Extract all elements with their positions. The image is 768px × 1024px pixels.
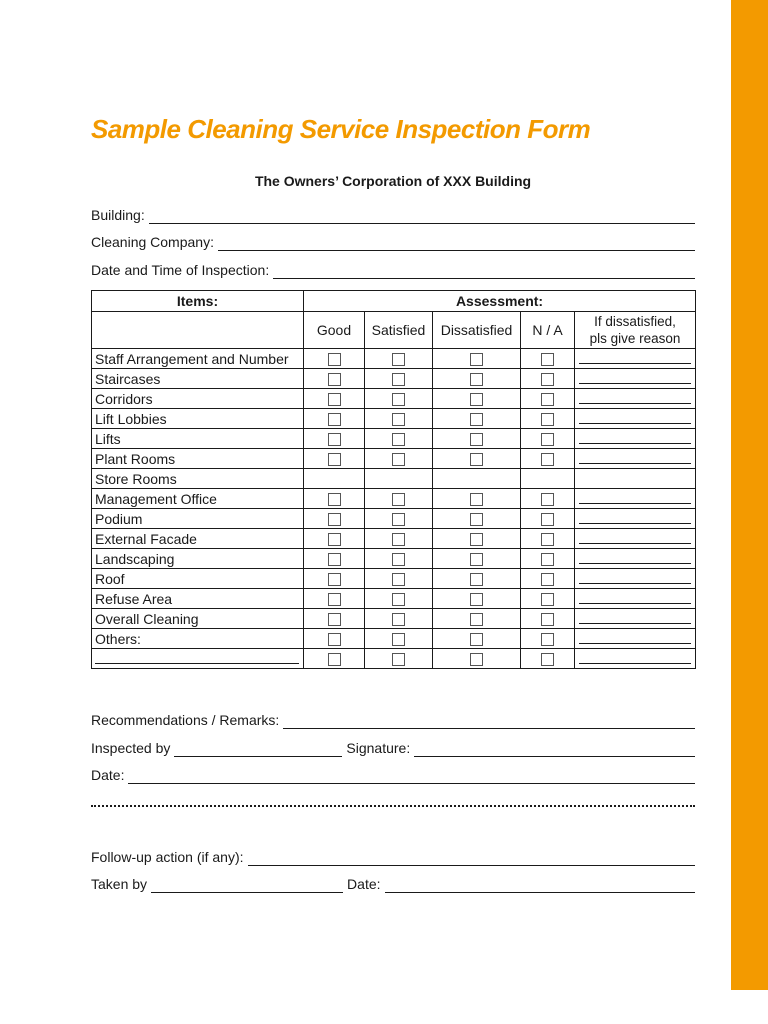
cell-satisfied <box>365 429 433 449</box>
cell-good <box>304 409 365 429</box>
dissatisfied-checkbox[interactable] <box>470 493 483 506</box>
reason-input-line[interactable] <box>579 523 691 524</box>
cell-satisfied <box>365 469 433 489</box>
cell-dissatisfied <box>433 369 521 389</box>
reason-input-line[interactable] <box>579 463 691 464</box>
table-row <box>92 489 696 509</box>
dissatisfied-checkbox[interactable] <box>470 593 483 606</box>
cell-reason <box>575 629 696 649</box>
cell-reason <box>575 429 696 449</box>
satisfied-checkbox[interactable] <box>392 613 405 626</box>
inspection-table <box>91 290 696 669</box>
cell-reason <box>575 409 696 429</box>
reason-input-line[interactable] <box>579 363 691 364</box>
satisfied-checkbox[interactable] <box>392 533 405 546</box>
dissatisfied-checkbox[interactable] <box>470 533 483 546</box>
dissatisfied-checkbox[interactable] <box>470 513 483 526</box>
reason-input-line[interactable] <box>579 503 691 504</box>
table-row <box>92 549 696 569</box>
building-input-line[interactable] <box>149 209 695 224</box>
cell-dissatisfied <box>433 349 521 369</box>
orange-side-bar <box>731 0 768 990</box>
dissatisfied-checkbox[interactable] <box>470 553 483 566</box>
cell-satisfied <box>365 409 433 429</box>
table-row <box>92 349 696 369</box>
cell-satisfied <box>365 569 433 589</box>
items-header: Items: <box>92 291 304 312</box>
cell-good <box>304 649 365 669</box>
satisfied-checkbox[interactable] <box>392 573 405 586</box>
taken-by-field-row <box>91 873 695 893</box>
cell-satisfied <box>365 349 433 369</box>
taken-by-label: Taken by <box>91 876 148 892</box>
item-label: External Facade <box>92 529 304 549</box>
reason-input-line[interactable] <box>579 443 691 444</box>
table-row <box>92 529 696 549</box>
cell-dissatisfied <box>433 409 521 429</box>
dissatisfied-checkbox[interactable] <box>470 373 483 386</box>
table-row <box>92 469 696 489</box>
cleaning-company-input-line[interactable] <box>218 236 695 251</box>
cell-dissatisfied <box>433 629 521 649</box>
date-time-input-line[interactable] <box>273 264 695 279</box>
reason-input-line[interactable] <box>579 623 691 624</box>
table-row <box>92 429 696 449</box>
good-checkbox[interactable] <box>328 373 341 386</box>
cell-satisfied <box>365 589 433 609</box>
taken-by-input-line[interactable] <box>151 878 343 893</box>
col-na: N / A <box>521 312 575 349</box>
satisfied-checkbox[interactable] <box>392 393 405 406</box>
item-label: Landscaping <box>92 549 304 569</box>
dissatisfied-checkbox[interactable] <box>470 573 483 586</box>
follow-up-label: Follow-up action (if any): <box>91 849 244 865</box>
cell-dissatisfied <box>433 489 521 509</box>
items-subheader-empty <box>92 312 304 349</box>
cell-reason <box>575 509 696 529</box>
satisfied-checkbox[interactable] <box>392 493 405 506</box>
cell-satisfied <box>365 529 433 549</box>
remarks-field-row <box>91 709 695 729</box>
reason-input-line[interactable] <box>579 543 691 544</box>
item-label: Corridors <box>92 389 304 409</box>
col-reason-line2: pls give reason <box>589 331 681 346</box>
cell-good <box>304 529 365 549</box>
good-checkbox[interactable] <box>328 593 341 606</box>
satisfied-checkbox[interactable] <box>392 593 405 606</box>
cell-reason <box>575 609 696 629</box>
cell-good <box>304 489 365 509</box>
satisfied-checkbox[interactable] <box>392 553 405 566</box>
cell-na <box>521 529 575 549</box>
table-subheader-row <box>92 312 696 349</box>
good-checkbox[interactable] <box>328 653 341 666</box>
item-label: Others: <box>92 629 304 649</box>
good-checkbox[interactable] <box>328 613 341 626</box>
reason-input-line[interactable] <box>579 563 691 564</box>
inspected-by-label: Inspected by <box>91 740 171 756</box>
reason-input-line[interactable] <box>579 603 691 604</box>
cell-dissatisfied <box>433 549 521 569</box>
cell-na <box>521 469 575 489</box>
building-label: Building: <box>91 207 145 223</box>
satisfied-checkbox[interactable] <box>392 413 405 426</box>
cell-good <box>304 549 365 569</box>
reason-input-line[interactable] <box>579 583 691 584</box>
cell-reason <box>575 529 696 549</box>
page-title: Sample Cleaning Service Inspection Form <box>91 114 591 144</box>
table-row <box>92 629 696 649</box>
cell-dissatisfied <box>433 569 521 589</box>
cell-dissatisfied <box>433 469 521 489</box>
cell-reason <box>575 549 696 569</box>
table-row <box>92 569 696 589</box>
building-field-row <box>91 204 695 224</box>
na-checkbox[interactable] <box>541 413 554 426</box>
dissatisfied-checkbox[interactable] <box>470 633 483 646</box>
item-label: Roof <box>92 569 304 589</box>
cell-reason <box>575 589 696 609</box>
satisfied-checkbox[interactable] <box>392 633 405 646</box>
col-reason <box>575 312 696 349</box>
cell-na <box>521 589 575 609</box>
cell-na <box>521 629 575 649</box>
col-reason-line1: If dissatisfied, <box>594 314 676 329</box>
cell-good <box>304 349 365 369</box>
na-checkbox[interactable] <box>541 433 554 446</box>
na-checkbox[interactable] <box>541 533 554 546</box>
table-header-row <box>92 291 696 312</box>
item-label: Staff Arrangement and Number <box>92 349 304 369</box>
cell-satisfied <box>365 509 433 529</box>
cell-na <box>521 389 575 409</box>
na-checkbox[interactable] <box>541 553 554 566</box>
cell-na <box>521 409 575 429</box>
date-time-label: Date and Time of Inspection: <box>91 262 270 278</box>
inspected-by-input-line[interactable] <box>174 742 342 757</box>
good-checkbox[interactable] <box>328 513 341 526</box>
signature-label: Signature: <box>346 740 411 756</box>
cell-na <box>521 349 575 369</box>
satisfied-checkbox[interactable] <box>392 373 405 386</box>
good-checkbox[interactable] <box>328 573 341 586</box>
page-subtitle: The Owners’ Corporation of XXX Building <box>254 173 532 189</box>
dissatisfied-checkbox[interactable] <box>470 433 483 446</box>
col-dissatisfied: Dissatisfied <box>433 312 521 349</box>
table-row <box>92 449 696 469</box>
cell-reason <box>575 649 696 669</box>
remarks-label: Recommendations / Remarks: <box>91 712 280 728</box>
date-label: Date: <box>91 767 125 783</box>
cell-dissatisfied <box>433 509 521 529</box>
cell-good <box>304 369 365 389</box>
cell-satisfied <box>365 389 433 409</box>
satisfied-checkbox[interactable] <box>392 453 405 466</box>
satisfied-checkbox[interactable] <box>392 513 405 526</box>
cell-good <box>304 469 365 489</box>
remarks-input-line[interactable] <box>283 714 695 729</box>
cell-reason <box>575 569 696 589</box>
cell-good <box>304 569 365 589</box>
item-label: Store Rooms <box>92 469 304 489</box>
na-checkbox[interactable] <box>541 573 554 586</box>
satisfied-checkbox[interactable] <box>392 433 405 446</box>
item-label: Refuse Area <box>92 589 304 609</box>
na-checkbox[interactable] <box>541 353 554 366</box>
good-checkbox[interactable] <box>328 533 341 546</box>
good-checkbox[interactable] <box>328 353 341 366</box>
good-checkbox[interactable] <box>328 433 341 446</box>
na-checkbox[interactable] <box>541 513 554 526</box>
item-label: Lift Lobbies <box>92 409 304 429</box>
col-satisfied: Satisfied <box>365 312 433 349</box>
na-checkbox[interactable] <box>541 393 554 406</box>
inspected-by-field-row <box>91 737 695 757</box>
cell-na <box>521 569 575 589</box>
cell-dissatisfied <box>433 609 521 629</box>
cell-na <box>521 429 575 449</box>
item-label: Podium <box>92 509 304 529</box>
reason-input-line[interactable] <box>579 663 691 664</box>
cell-satisfied <box>365 609 433 629</box>
cell-satisfied <box>365 629 433 649</box>
col-good: Good <box>304 312 365 349</box>
item-label: Overall Cleaning <box>92 609 304 629</box>
dissatisfied-checkbox[interactable] <box>470 353 483 366</box>
dotted-separator <box>91 805 695 807</box>
na-checkbox[interactable] <box>541 653 554 666</box>
dissatisfied-checkbox[interactable] <box>470 653 483 666</box>
na-checkbox[interactable] <box>541 593 554 606</box>
cell-reason <box>575 369 696 389</box>
date-input-line[interactable] <box>128 769 695 784</box>
reason-input-line[interactable] <box>579 423 691 424</box>
cell-na <box>521 549 575 569</box>
cell-na <box>521 609 575 629</box>
others-entry-line[interactable] <box>95 663 299 664</box>
cleaning-company-label: Cleaning Company: <box>91 234 214 250</box>
cell-dissatisfied <box>433 389 521 409</box>
dissatisfied-checkbox[interactable] <box>470 393 483 406</box>
cell-reason <box>575 449 696 469</box>
dissatisfied-checkbox[interactable] <box>470 413 483 426</box>
table-row <box>92 389 696 409</box>
na-checkbox[interactable] <box>541 493 554 506</box>
good-checkbox[interactable] <box>328 493 341 506</box>
item-label: Management Office <box>92 489 304 509</box>
cell-dissatisfied <box>433 449 521 469</box>
cell-reason <box>575 349 696 369</box>
cell-dissatisfied <box>433 649 521 669</box>
good-checkbox[interactable] <box>328 453 341 466</box>
cell-na <box>521 509 575 529</box>
item-rows <box>92 349 696 669</box>
cell-good <box>304 429 365 449</box>
good-checkbox[interactable] <box>328 633 341 646</box>
cell-na <box>521 649 575 669</box>
cell-good <box>304 449 365 469</box>
item-label: Lifts <box>92 429 304 449</box>
signature-input-line[interactable] <box>414 742 695 757</box>
na-checkbox[interactable] <box>541 453 554 466</box>
table-row <box>92 609 696 629</box>
good-checkbox[interactable] <box>328 553 341 566</box>
table-row <box>92 649 696 669</box>
reason-input-line[interactable] <box>579 383 691 384</box>
good-checkbox[interactable] <box>328 393 341 406</box>
na-checkbox[interactable] <box>541 373 554 386</box>
cell-reason <box>575 469 696 489</box>
cell-satisfied <box>365 369 433 389</box>
cell-satisfied <box>365 549 433 569</box>
cell-good <box>304 609 365 629</box>
cell-satisfied <box>365 489 433 509</box>
table-row <box>92 409 696 429</box>
cell-na <box>521 449 575 469</box>
table-row <box>92 589 696 609</box>
cell-dissatisfied <box>433 529 521 549</box>
cell-satisfied <box>365 649 433 669</box>
table-row <box>92 369 696 389</box>
satisfied-checkbox[interactable] <box>392 353 405 366</box>
assessment-header: Assessment: <box>304 291 696 312</box>
date-field-row <box>91 764 695 784</box>
cell-good <box>304 509 365 529</box>
table-row <box>92 509 696 529</box>
reason-input-line[interactable] <box>579 643 691 644</box>
date2-label: Date: <box>347 876 381 892</box>
cell-reason <box>575 389 696 409</box>
good-checkbox[interactable] <box>328 413 341 426</box>
cell-good <box>304 629 365 649</box>
cell-dissatisfied <box>433 589 521 609</box>
follow-up-input-line[interactable] <box>248 851 695 866</box>
na-checkbox[interactable] <box>541 633 554 646</box>
cell-na <box>521 369 575 389</box>
dissatisfied-checkbox[interactable] <box>470 453 483 466</box>
cell-satisfied <box>365 449 433 469</box>
reason-input-line[interactable] <box>579 403 691 404</box>
cleaning-company-field-row <box>91 231 695 251</box>
satisfied-checkbox[interactable] <box>392 653 405 666</box>
cell-na <box>521 489 575 509</box>
item-label: Plant Rooms <box>92 449 304 469</box>
date2-input-line[interactable] <box>385 878 695 893</box>
dissatisfied-checkbox[interactable] <box>470 613 483 626</box>
cell-dissatisfied <box>433 429 521 449</box>
item-label: Staircases <box>92 369 304 389</box>
date-time-field-row <box>91 259 695 279</box>
cell-good <box>304 589 365 609</box>
na-checkbox[interactable] <box>541 613 554 626</box>
others-entry-cell <box>92 649 304 669</box>
follow-up-field-row <box>91 846 695 866</box>
cell-reason <box>575 489 696 509</box>
cell-good <box>304 389 365 409</box>
